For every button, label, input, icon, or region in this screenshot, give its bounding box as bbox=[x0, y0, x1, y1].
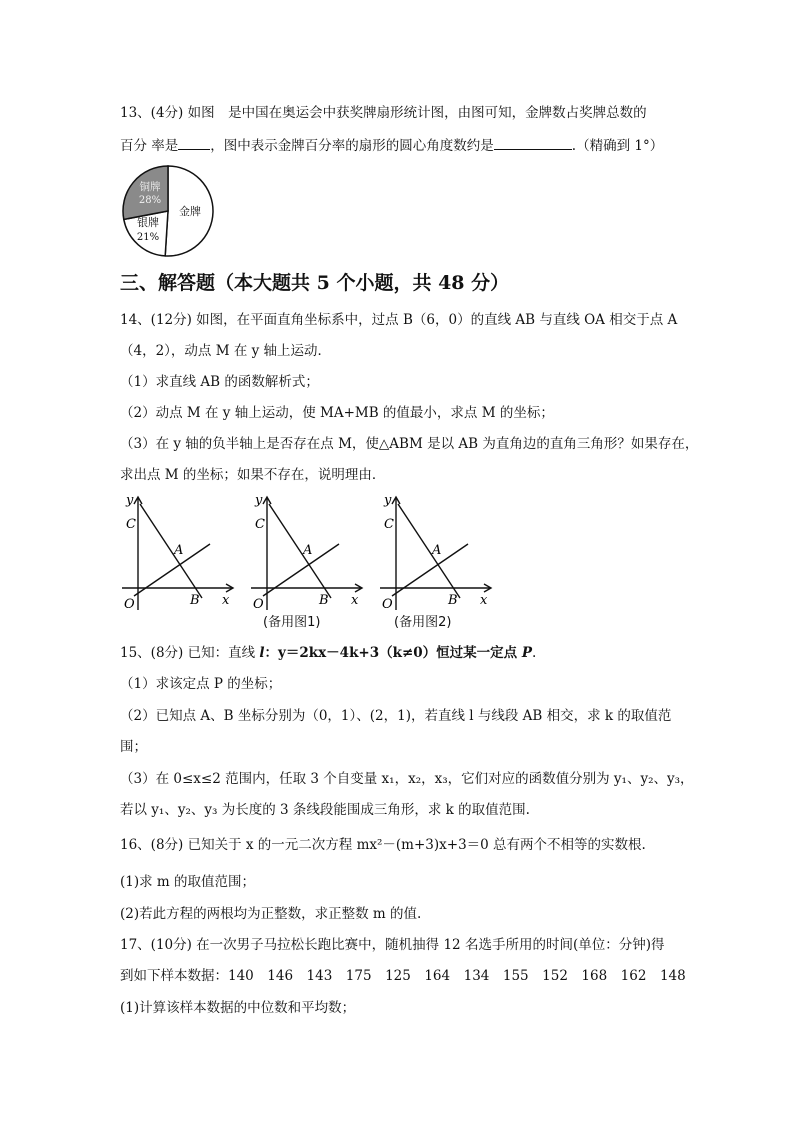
pie-svg bbox=[120, 163, 216, 259]
fig-s2-x-label: x bbox=[480, 593, 488, 608]
fig-s1-b-label: B bbox=[319, 593, 329, 608]
q15-point-p: P bbox=[521, 645, 533, 661]
q13-line2-a: 百分 率是 bbox=[120, 138, 179, 154]
slice-label-bronze: 铜牌 bbox=[139, 181, 161, 193]
q13-line2-b: ，图中表示金牌百分率的扇形的圆心角度数约是 bbox=[210, 138, 494, 154]
slice-label-silver: 银牌 bbox=[137, 216, 159, 229]
fig-s2-a-label: A bbox=[432, 543, 442, 558]
figure-caption-1: (备用图1) bbox=[263, 615, 321, 630]
fig-main-x-label: x bbox=[222, 593, 230, 608]
coordinate-figure-spare-1 bbox=[247, 492, 367, 632]
q14-line4: （2）动点 M 在 y 轴上运动，使 MA+MB 的值最小，求点 M 的坐标； bbox=[120, 405, 554, 421]
coordinate-figure-spare-2 bbox=[376, 492, 496, 632]
figure-caption-2: (备用图2) bbox=[394, 615, 452, 630]
slice-percent-bronze: 28% bbox=[138, 195, 162, 206]
figure-main-svg bbox=[118, 492, 238, 617]
fig-s2-c-label: C bbox=[384, 517, 394, 532]
section-3-title: 三、解答题（本大题共 5 个小题，共 48 分） bbox=[120, 272, 510, 294]
figure-spare2-svg bbox=[376, 492, 496, 617]
q15-line1 bbox=[120, 644, 536, 662]
q14-line2: （4，2），动点 M 在 y 轴上运动． bbox=[120, 343, 332, 359]
fig-s1-y-label: y bbox=[255, 493, 263, 508]
slice-percent-silver: 21% bbox=[136, 232, 160, 243]
answer-blank-2[interactable] bbox=[494, 135, 572, 150]
fig-main-b-label: B bbox=[190, 593, 200, 608]
q15-line2: （1）求该定点 P 的坐标； bbox=[120, 676, 282, 692]
fig-s2-y-label: y bbox=[384, 493, 392, 508]
q14-line1: 14、(12分) 如图，在平面直角坐标系中，过点 B（6，0）的直线 AB 与直线 OA 相交于点 A bbox=[120, 312, 678, 328]
q13-line2 bbox=[120, 135, 663, 155]
fig-main-o-label: O bbox=[124, 597, 135, 612]
fig-s1-x-label: x bbox=[351, 593, 359, 608]
q14-line5: （3）在 y 轴的负半轴上是否存在点 M，使△ABM 是以 AB 为直角边的直角三角形？如果存在， bbox=[120, 436, 699, 452]
fig-s2-b-label: B bbox=[448, 593, 458, 608]
q15-line-l: l bbox=[259, 645, 265, 661]
fig-s1-o-label: O bbox=[253, 597, 264, 612]
q15-line4: 围； bbox=[120, 739, 147, 755]
q14-line3: （1）求直线 AB 的函数解析式； bbox=[120, 374, 319, 390]
fig-s1-a-label: A bbox=[303, 543, 313, 558]
q16-line3: (2)若此方程的两根均为正整数，求正整数 m 的值. bbox=[120, 906, 422, 922]
slice-label-gold: 金牌 bbox=[179, 205, 201, 218]
q17-line3: (1)计算该样本数据的中位数和平均数； bbox=[120, 1000, 356, 1016]
q15-line1-a: 15、(8分) 已知：直线 bbox=[120, 645, 260, 661]
fig-s1-c-label: C bbox=[255, 517, 265, 532]
answer-blank-1[interactable] bbox=[178, 135, 210, 150]
figure-spare1-svg bbox=[247, 492, 367, 617]
coordinate-figure-main bbox=[118, 492, 238, 632]
q15-line5: （3）在 0≤x≤2 范围内，任取 3 个自变量 x₁，x₂，x₃，它们对应的函数值分别为 y₁、y₂、y₃， bbox=[120, 771, 694, 787]
medal-pie-chart bbox=[120, 163, 216, 259]
q14-line6: 求出点 M 的坐标；如果不存在，说明理由． bbox=[120, 467, 386, 483]
q13-line1: 13、(4分) 如图 是中国在奥运会中获奖牌扇形统计图，由图可知，金牌数占奖牌总数的 bbox=[120, 105, 647, 121]
q15-equation: ：y＝2kx－4k+3（k≠0）恒过某一定点 bbox=[264, 645, 522, 661]
q16-line1: 16、(8分) 已知关于 x 的一元二次方程 mx²－(m+3)x+3＝0 总有两个不相等的实数根. bbox=[120, 837, 646, 853]
fig-s2-o-label: O bbox=[382, 597, 393, 612]
fig-main-a-label: A bbox=[174, 543, 184, 558]
q13-line2-c: .（精确到 1°） bbox=[571, 138, 664, 154]
q17-line2: 到如下样本数据：140 146 143 175 125 164 134 155 152 168 162 148 bbox=[120, 968, 686, 984]
q15-line1-c: . bbox=[532, 645, 537, 661]
q17-line1: 17、(10分) 在一次男子马拉松长跑比赛中，随机抽得 12 名选手所用的时间(单位：分钟)得 bbox=[120, 937, 665, 953]
q15-line6: 若以 y₁、y₂、y₃ 为长度的 3 条线段能围成三角形，求 k 的取值范围. bbox=[120, 802, 530, 818]
fig-main-c-label: C bbox=[126, 517, 136, 532]
fig-main-y-label: y bbox=[126, 493, 134, 508]
q15-line3: （2）已知点 A、B 坐标分别为（0，1）、(2，1)，若直线 l 与线段 AB 相交，求 k 的取值范 bbox=[120, 708, 672, 724]
q16-line2: (1)求 m 的取值范围； bbox=[120, 874, 256, 890]
